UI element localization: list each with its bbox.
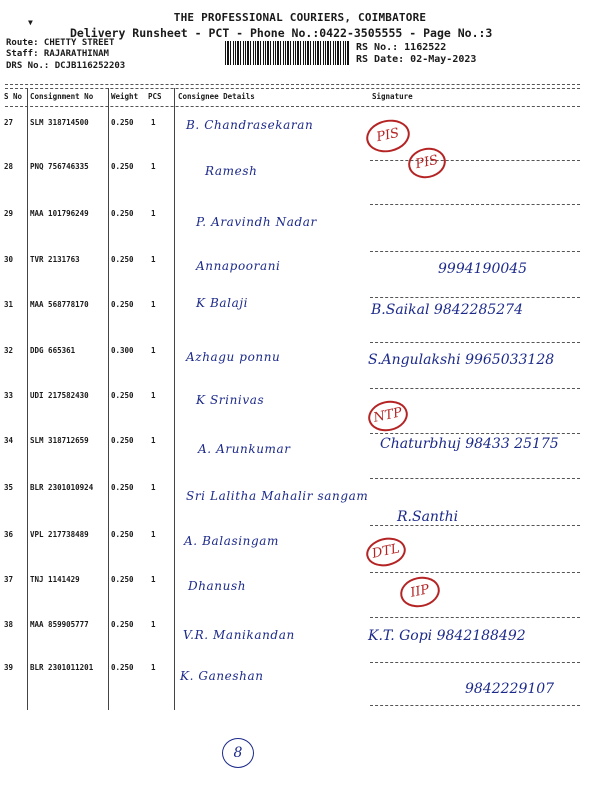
staff-label: Staff: RAJARATHINAM [6, 49, 109, 59]
row-sno: 36 [4, 530, 14, 539]
route-label: Route: CHETTY STREET [6, 38, 115, 48]
row-divider [370, 662, 580, 663]
row-divider [370, 705, 580, 706]
barcode [225, 41, 350, 65]
row-consignee: Sri Lalitha Mahalir sangam [186, 489, 369, 503]
row-pcs: 1 [151, 209, 156, 218]
row-weight: 0.250 [111, 530, 134, 539]
row-consignment: PNQ 756746335 [30, 162, 89, 171]
row-sno: 38 [4, 620, 14, 629]
row-sno: 28 [4, 162, 14, 171]
row-sno: 30 [4, 255, 14, 264]
row-consignee: K. Ganeshan [180, 669, 264, 683]
row-pcs: 1 [151, 300, 156, 309]
row-consignee: B. Chandrasekaran [186, 118, 314, 132]
row-consignment: MAA 859905777 [30, 620, 89, 629]
row-pcs: 1 [151, 436, 156, 445]
row-status-stamp: NTP [365, 397, 410, 435]
row-sno: 35 [4, 483, 14, 492]
row-pcs: 1 [151, 118, 156, 127]
col-sno: S No [4, 92, 23, 101]
row-pcs: 1 [151, 346, 156, 355]
row-weight: 0.250 [111, 436, 134, 445]
row-divider [370, 342, 580, 343]
row-sno: 32 [4, 346, 14, 355]
row-pcs: 1 [151, 663, 156, 672]
drs-number: DRS No.: DCJB116252203 [6, 61, 126, 71]
col-consignment: Consignment No [30, 92, 94, 101]
header-divider [5, 84, 580, 85]
row-pcs: 1 [151, 530, 156, 539]
row-pcs: 1 [151, 620, 156, 629]
row-weight: 0.250 [111, 575, 134, 584]
row-consignment: SLM 318712659 [30, 436, 89, 445]
row-consignee: Annapoorani [196, 259, 281, 273]
row-consignment: MAA 101796249 [30, 209, 89, 218]
rs-date: RS Date: 02-May-2023 [356, 54, 477, 65]
row-pcs: 1 [151, 575, 156, 584]
row-consignee: K Balaji [196, 296, 249, 310]
row-consignment: VPL 217738489 [30, 530, 89, 539]
row-divider [370, 204, 580, 205]
row-consignment: MAA 568778170 [30, 300, 89, 309]
row-divider [370, 617, 580, 618]
row-weight: 0.250 [111, 391, 134, 400]
row-divider [370, 572, 580, 573]
row-weight: 0.250 [111, 620, 134, 629]
row-consignee: V.R. Manikandan [183, 628, 295, 642]
row-signature: K.T. Gopi 9842188492 [368, 628, 526, 644]
row-consignee: P. Aravindh Nadar [196, 215, 317, 229]
col-consignee: Consignee Details [178, 92, 255, 101]
col-signature: Signature [372, 92, 413, 101]
row-sno: 31 [4, 300, 14, 309]
table-rule [174, 88, 175, 710]
row-weight: 0.250 [111, 255, 134, 264]
row-weight: 0.250 [111, 118, 134, 127]
row-consignment: DDG 665361 [30, 346, 76, 355]
row-weight: 0.250 [111, 162, 134, 171]
row-signature: R.Santhi [397, 509, 459, 525]
row-sno: 33 [4, 391, 14, 400]
row-pcs: 1 [151, 162, 156, 171]
row-weight: 0.250 [111, 663, 134, 672]
page-number-mark: 8 [222, 738, 254, 768]
row-divider [370, 525, 580, 526]
row-sno: 27 [4, 118, 14, 127]
row-consignment: TNJ 1141429 [30, 575, 80, 584]
row-divider [370, 433, 580, 434]
row-consignment: UDI 217582430 [30, 391, 89, 400]
row-consignee: Dhanush [188, 579, 247, 593]
col-pcs: PCS [148, 92, 162, 101]
row-sno: 39 [4, 663, 14, 672]
header-divider-2 [5, 88, 580, 89]
row-weight: 0.250 [111, 300, 134, 309]
row-consignee: Ramesh [205, 164, 258, 178]
row-consignee: Azhagu ponnu [186, 350, 281, 364]
row-status-stamp: PIS [405, 144, 448, 181]
row-divider [370, 388, 580, 389]
row-signature: B.Saikal 9842285274 [371, 302, 523, 318]
row-sno: 37 [4, 575, 14, 584]
row-consignment: BLR 2301010924 [30, 483, 94, 492]
row-status-stamp: DTL [364, 534, 409, 570]
table-rule [27, 88, 28, 710]
rs-number: RS No.: 1162522 [356, 42, 447, 53]
row-consignee: A. Balasingam [184, 534, 279, 548]
row-weight: 0.250 [111, 483, 134, 492]
row-pcs: 1 [151, 483, 156, 492]
row-signature: 9842229107 [465, 681, 555, 697]
runsheet-subtitle: Delivery Runsheet - PCT - Phone No.:0422-3505555 - Page No.:3 [70, 26, 493, 40]
row-consignment: SLM 318714500 [30, 118, 89, 127]
row-status-stamp: PIS [363, 116, 413, 156]
table-rule [108, 88, 109, 710]
company-title: THE PROFESSIONAL COURIERS, COIMBATORE [173, 11, 427, 24]
colhdr-divider [5, 106, 580, 107]
row-weight: 0.250 [111, 209, 134, 218]
row-divider [370, 160, 580, 161]
row-divider [370, 478, 580, 479]
row-signature: Chaturbhuj 98433 25175 [380, 436, 559, 452]
row-consignee: K Srinivas [196, 393, 265, 407]
row-divider [370, 297, 580, 298]
row-consignee: A. Arunkumar [198, 442, 291, 456]
row-pcs: 1 [151, 255, 156, 264]
row-divider [370, 251, 580, 252]
row-signature: 9994190045 [438, 261, 528, 277]
row-consignment: TVR 2131763 [30, 255, 80, 264]
row-sno: 29 [4, 209, 14, 218]
row-signature: S.Angulakshi 9965033128 [368, 352, 555, 368]
row-consignment: BLR 2301011201 [30, 663, 94, 672]
corner-mark: ▼ [28, 18, 33, 27]
row-status-stamp: IIP [397, 573, 442, 611]
row-weight: 0.300 [111, 346, 134, 355]
col-weight: Weight [111, 92, 139, 101]
row-sno: 34 [4, 436, 14, 445]
row-pcs: 1 [151, 391, 156, 400]
